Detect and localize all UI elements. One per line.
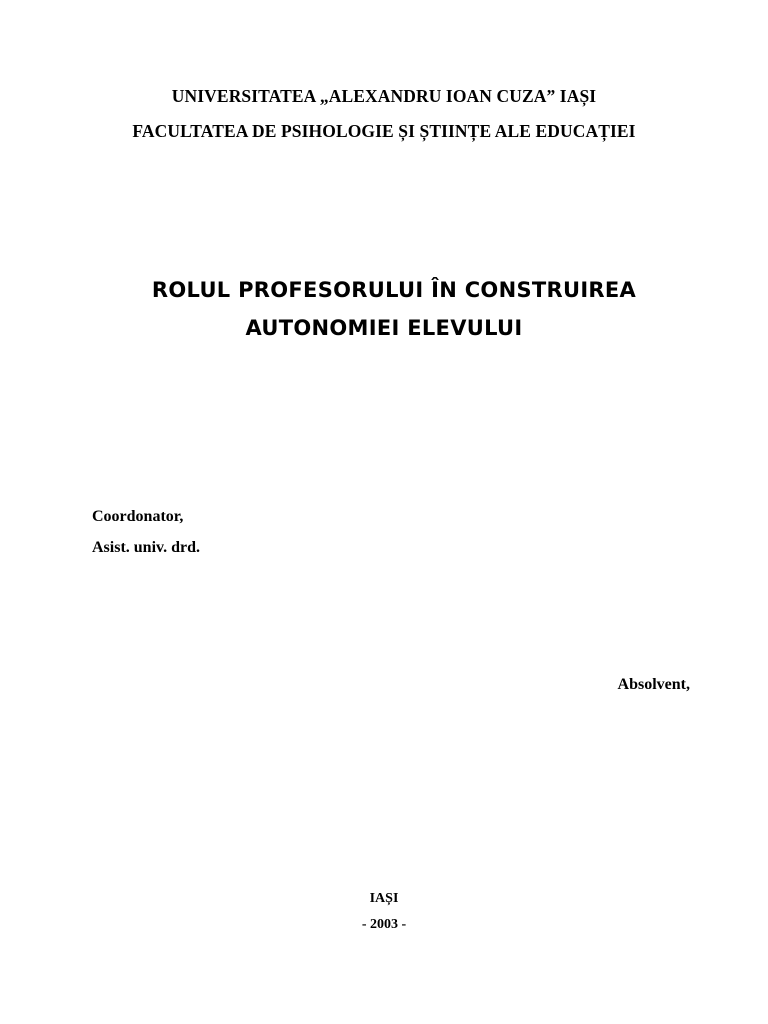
coordinator-label: Coordonator, bbox=[92, 508, 184, 525]
faculty-heading: FACULTATEA DE PSIHOLOGIE ȘI ȘTIINȚE ALE EDUCAȚIEI bbox=[132, 121, 636, 141]
thesis-title-line-1: ROLUL PROFESORULUI ÎN CONSTRUIREA bbox=[151, 278, 637, 302]
year-label: - 2003 - bbox=[361, 917, 407, 932]
coordinator-title: Asist. univ. drd. bbox=[92, 539, 201, 556]
thesis-title-line-2: AUTONOMIEI ELEVULUI bbox=[245, 316, 523, 340]
city-label: IAȘI bbox=[369, 891, 399, 906]
university-heading: UNIVERSITATEA „ALEXANDRU IOAN CUZA” IAȘI bbox=[171, 86, 597, 106]
graduate-label: Absolvent, bbox=[617, 676, 690, 693]
